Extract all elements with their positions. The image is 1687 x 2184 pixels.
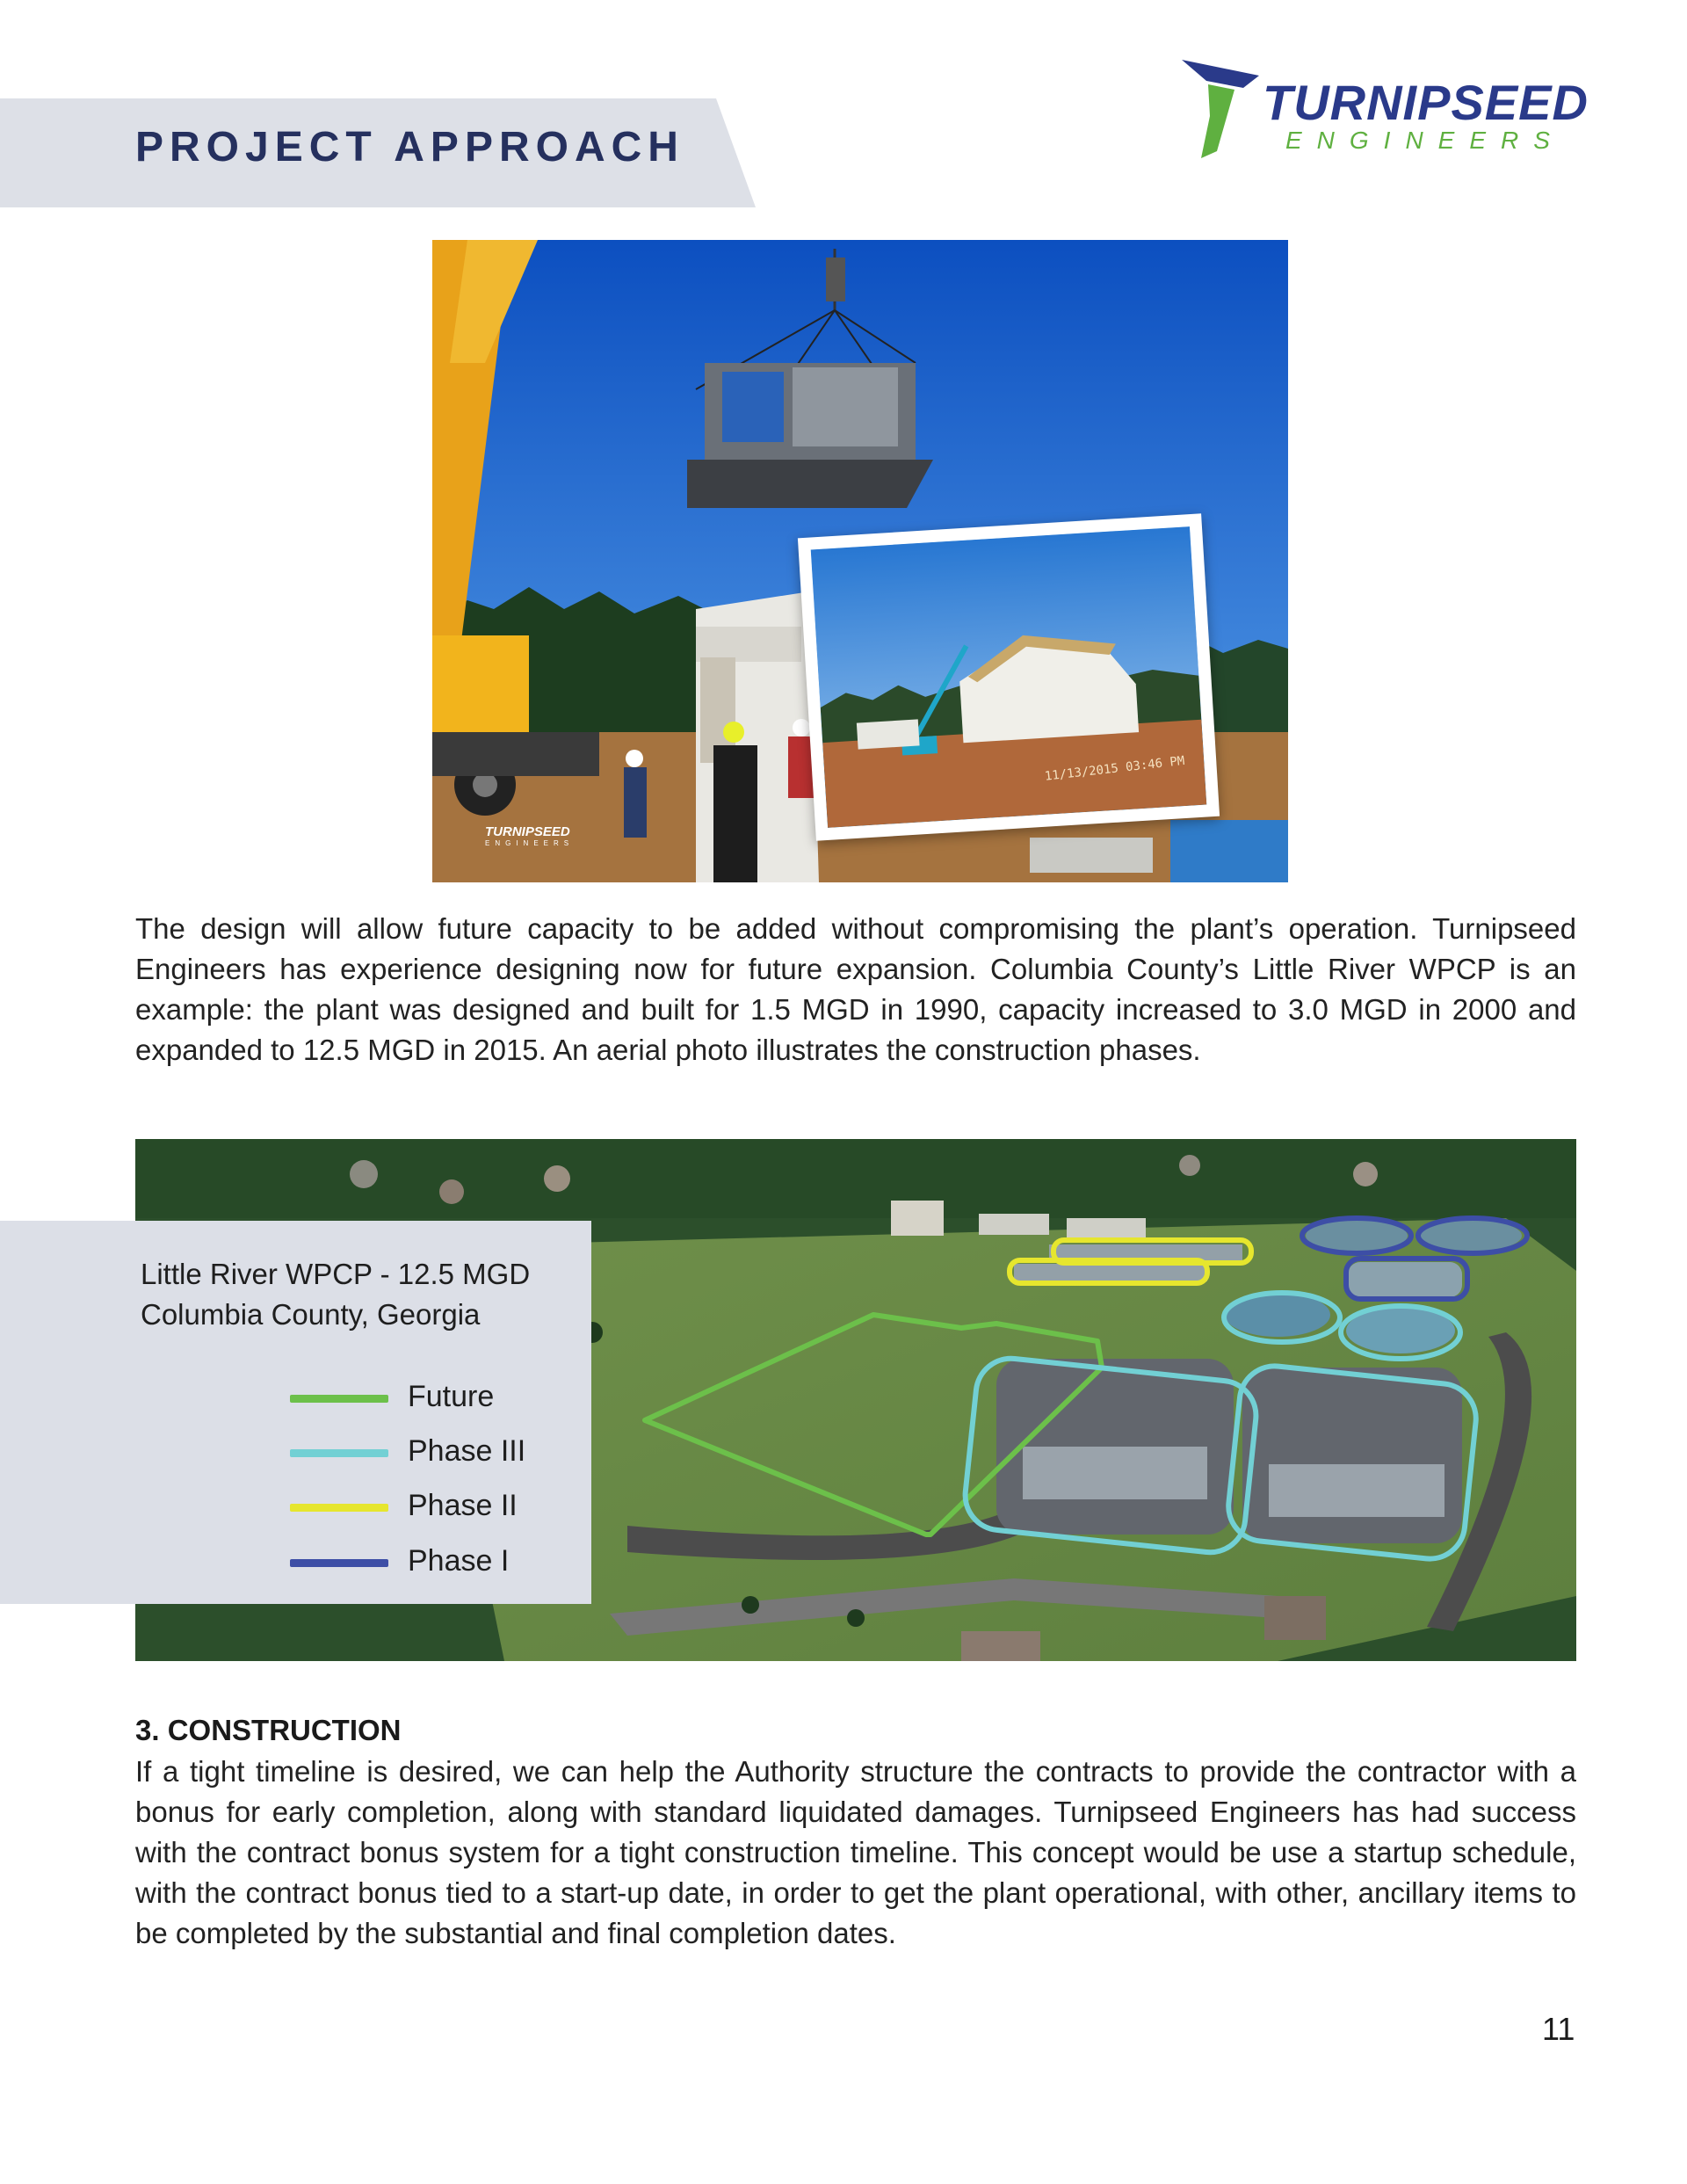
company-logo xyxy=(1182,54,1595,160)
legend-swatch-phase-ii xyxy=(290,1504,388,1512)
logo-mark-icon xyxy=(1182,54,1261,160)
legend-title xyxy=(141,1254,530,1335)
legend-title-line1: Little River WPCP - 12.5 MGD xyxy=(141,1258,531,1290)
logo-name: TURNIPSEED xyxy=(1263,75,1589,130)
inset-timestamp: 11/13/2015 03:46 PM xyxy=(1044,753,1186,784)
legend-swatch-phase-i xyxy=(290,1559,388,1567)
legend-title-line2: Columbia County, Georgia xyxy=(141,1298,481,1331)
photo-watermark-sub: ENGINEERS xyxy=(485,839,575,847)
inset-photo-art xyxy=(811,526,1207,828)
capacity-paragraph: The design will allow future capacity to be added without compromising the plant’s operation. Turnipseed Engineers has experience designing now for future expansion. Columbia County’s Little River WPCP is an example: the plant was designed and built for 1.5 MGD in 1990, capacity increased to 3.0 MGD in 2000 and expanded to 12.5 MGD in 2015. An aerial photo illustrates the construction phases. xyxy=(135,912,1576,1066)
photo-watermark xyxy=(485,824,574,847)
legend-label-phase-i: Phase I xyxy=(408,1544,510,1578)
page-number: 11 xyxy=(1542,2011,1575,2047)
construction-paragraph: If a tight timeline is desired, we can help the Authority structure the contracts to provide the contractor with a bonus for early completion, along with standard liquidated damages. Turnipseed Engineers has had success with the contract bonus system for a tight construction timeline. This concept would be use a startup schedule, with the contract bonus tied to a start-up date, in order to get the plant operational, with other, ancillary items to be completed by the substantial and final completion dates. xyxy=(135,1755,1576,1949)
phase-legend xyxy=(0,1221,591,1604)
inset-photo xyxy=(798,513,1220,840)
legend-swatch-phase-iii xyxy=(290,1449,388,1457)
page-title: PROJECT APPROACH xyxy=(135,124,684,171)
legend-label-future: Future xyxy=(408,1380,495,1413)
photo-watermark-name: TURNIPSEED xyxy=(485,824,570,839)
logo-subtitle: ENGINEERS xyxy=(1285,127,1565,154)
legend-label-phase-ii: Phase II xyxy=(408,1489,518,1522)
legend-label-phase-iii: Phase III xyxy=(408,1434,526,1468)
construction-heading: 3. CONSTRUCTION xyxy=(135,1714,402,1746)
legend-swatch-future xyxy=(290,1395,388,1403)
